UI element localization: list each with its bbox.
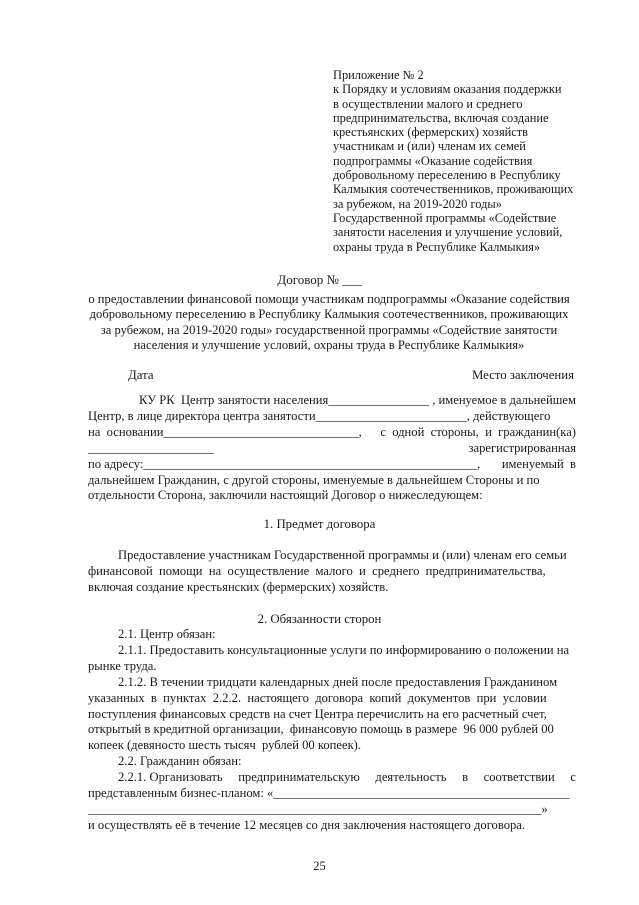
- section-2-line: [88, 818, 576, 834]
- page-number: 25: [313, 859, 326, 873]
- item-2-2-1-word: с: [570, 770, 576, 785]
- subject-line: добровольному переселению в Республику Калмыкия соотечественников, проживающих: [89, 307, 569, 322]
- annex-line: добровольному переселению в Республику: [333, 168, 561, 183]
- parties-line: [88, 457, 576, 473]
- parties-text: с одной стороны, и гражданин(ка): [380, 424, 576, 439]
- date-place-row: [128, 368, 574, 383]
- parties-text: ____________________: [88, 440, 214, 455]
- section-1-line: [88, 564, 576, 580]
- item-2-2-1-word: в: [462, 770, 469, 785]
- parties-paragraph: [88, 393, 576, 504]
- item-2-1-2-text: 2.1.2. В течении тридцати календарных дней после предоставления Гражданином: [118, 674, 558, 689]
- parties-line: [88, 473, 576, 489]
- section-2-line: [88, 691, 576, 707]
- subject-line: за рубежом, на 2019-2020 годы» государственной программы «Содействие занятости: [100, 322, 558, 337]
- parties-line: [88, 441, 576, 457]
- annex-line: Государственной программы «Содействие: [333, 210, 557, 225]
- business-plan-blank: ________________________________________________________________________»: [88, 801, 548, 816]
- section-1-body: [88, 548, 576, 596]
- center-obligations-title: 2.1. Центр обязан:: [118, 627, 216, 641]
- section-1-text: включая создание крестьянских (фермерских) хозяйств.: [88, 579, 389, 594]
- annex-line: крестьянских (фермерских) хозяйств: [333, 125, 529, 140]
- section-2-body: [88, 627, 576, 834]
- subject-line: населения и улучшение условий, охраны труда в Республике Калмыкия»: [133, 337, 525, 352]
- section-2-line: [88, 738, 576, 754]
- section-2-line: [88, 770, 576, 786]
- annex-line: охраны труда в Республике Калмыкия»: [333, 239, 541, 254]
- annex-header: [333, 68, 603, 254]
- item-2-1-1-text: 2.1.1. Предоставить консультационные услуги по информированию о положении на: [118, 642, 570, 657]
- section-2-line: [88, 786, 576, 802]
- place-label: Место заключения: [471, 368, 574, 382]
- parties-text: на основании_______________________________,: [88, 424, 362, 439]
- parties-line: [88, 409, 576, 425]
- section-2-line: [88, 754, 576, 770]
- parties-text: зарегистрированная: [468, 440, 576, 455]
- item-2-2-1-tail: и осуществлять её в течение 12 месяцев со дня заключения настоящего договора.: [88, 817, 526, 832]
- section-2-line: [88, 627, 576, 643]
- parties-line: [88, 393, 576, 409]
- annex-line: Приложение № 2: [333, 68, 424, 82]
- parties-text: КУ РК Центр занятости населения________________ , именуемое в дальнейшем: [139, 393, 576, 407]
- annex-line: участникам и (или) членам их семей: [333, 139, 526, 154]
- parties-text: по адресу:_____________________________________________________,: [88, 456, 481, 471]
- item-2-2-1-word: предпринимательскую: [238, 770, 360, 785]
- parties-text: отдельности Сторона, заключили настоящий Договор о нижеследующем:: [88, 488, 483, 503]
- section-1-text: финансовой помощи на осуществление малого и среднего предпринимательства,: [88, 563, 546, 578]
- subject-line: о предоставлении финансовой помощи участникам подпрограммы «Оказание содействия: [88, 292, 570, 306]
- parties-text: Центр, в лице директора центра занятости________________________, действующего: [88, 408, 551, 423]
- item-2-2-1-word: 2.2.1. Организовать: [118, 770, 223, 785]
- annex-line: в осуществлении малого и среднего: [333, 96, 523, 111]
- citizen-obligations-title: 2.2. Гражданин обязан:: [118, 754, 242, 769]
- item-2-1-2-text: открытый в кредитной организации, финансовую помощь в размере 96 000 рублей 00: [88, 722, 554, 737]
- date-label: Дата: [128, 368, 154, 382]
- section-2-line: [88, 802, 576, 818]
- section-1-line: [88, 580, 576, 596]
- section-1-text: Предоставление участникам Государственной программы и (или) членам его семьи: [118, 548, 567, 562]
- annex-line: подпрограммы «Оказание содействия: [333, 153, 533, 168]
- item-2-1-1-text: рынке труда.: [88, 658, 157, 673]
- section-1-heading: 1. Предмет договора: [263, 517, 376, 531]
- parties-text: дальнейшем Гражданин, с другой стороны, именуемые в дальнейшем Стороны и по: [88, 472, 540, 487]
- item-2-1-2-text: указанных в пунктах 2.2.2. настоящего договора копий документов при условии: [88, 690, 547, 705]
- item-2-1-2-text: поступления финансовых средств на счет Центра перечислить на его расчетный счет,: [88, 706, 547, 721]
- annex-line: за рубежом, на 2019-2020 годы»: [333, 196, 502, 211]
- section-2-line: [88, 675, 576, 691]
- section-2-line: [88, 722, 576, 738]
- parties-text: именуемый в: [501, 456, 576, 471]
- section-2-line: [88, 659, 576, 675]
- business-plan-line: представленным бизнес-планом: «_______________________________________________: [88, 786, 570, 801]
- parties-line: [88, 425, 576, 441]
- parties-line: [88, 488, 576, 504]
- annex-line: предпринимательства, включая создание: [333, 110, 549, 125]
- annex-line: Калмыкия соотечественников, проживающих: [333, 182, 574, 197]
- item-2-2-1-word: деятельность: [375, 770, 447, 785]
- item-2-1-2-text: копеек (девяносто шесть тысяч рублей 00 копеек).: [88, 738, 362, 753]
- annex-line: к Порядку и условиям оказания поддержки: [333, 82, 562, 97]
- section-1-line: [88, 548, 576, 564]
- section-2-line: [88, 643, 576, 659]
- contract-title: Договор № ___: [277, 272, 362, 287]
- section-2-heading: 2. Обязанности сторон: [257, 612, 382, 626]
- annex-line: занятости населения и улучшение условий,: [333, 225, 563, 240]
- section-2-line: [88, 707, 576, 723]
- contract-subject: [84, 292, 574, 353]
- item-2-2-1-word: соответствии: [483, 770, 555, 785]
